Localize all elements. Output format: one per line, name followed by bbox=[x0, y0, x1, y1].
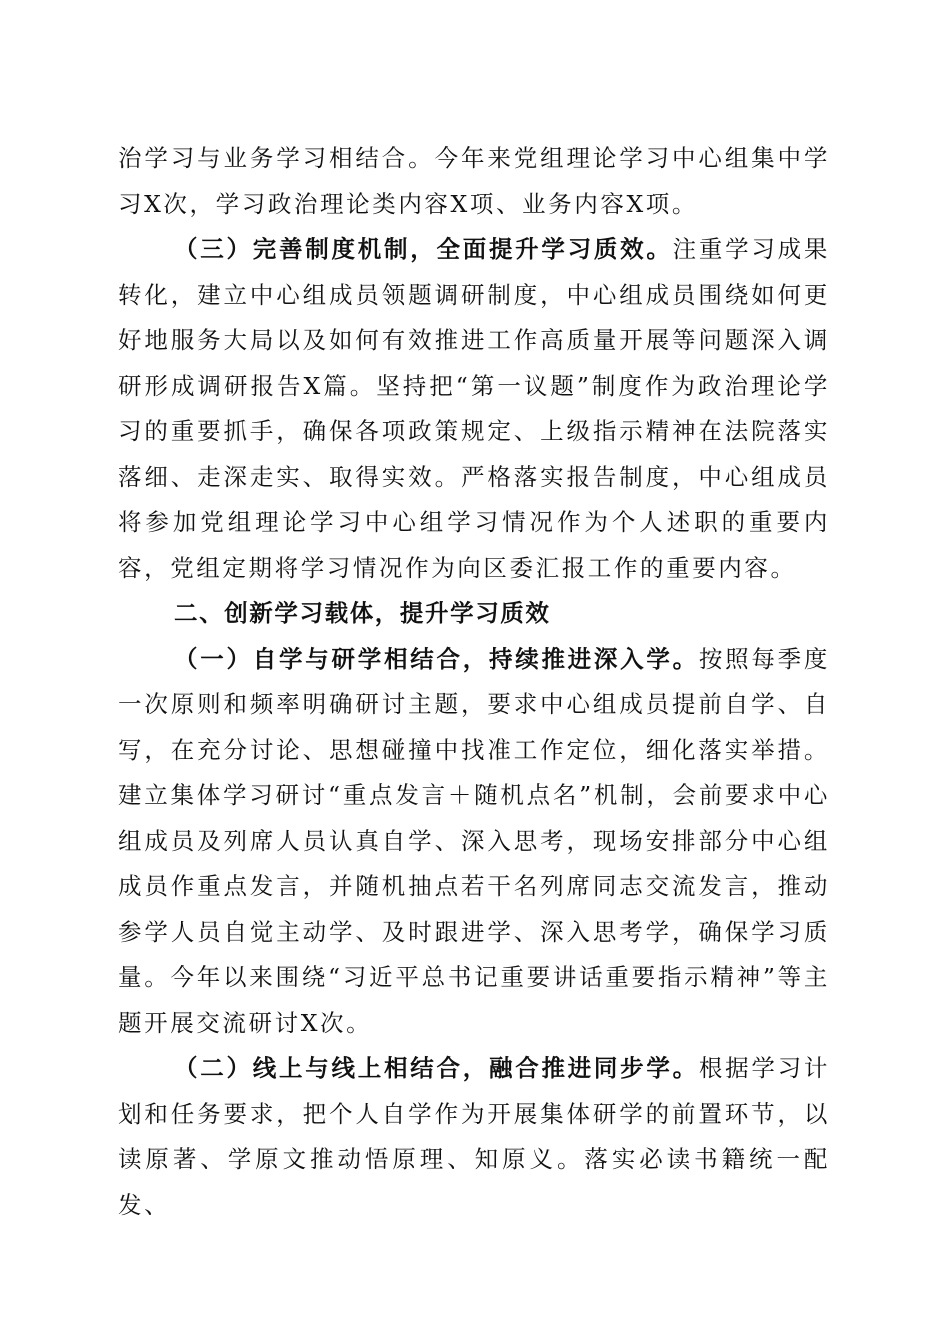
paragraph-lead-2-2: （二）线上与线上相结合，融合推进同步学。 bbox=[174, 1054, 699, 1082]
paragraph-body-2-1: 按照每季度一次原则和频率明确研讨主题，要求中心组成员提前自学、自写，在充分讨论、思想碰撞中找准工作定位，细化落实举措。建立集体学习研讨“重点发言＋随机点名”机制，会前要求中心组成员及列席人员认真自学、深入思考，现场安排部分中心组成员作重点发言，并随机抽点若干名列席同志交流发言，推动参学人员自觉主动学、及时跟进学、深入思考学，确保学习质量。今年以来围绕“习近平总书记重要讲话重要指示精神”等主题开展交流研讨X次。 bbox=[118, 644, 831, 1037]
paragraph-continued: 治学习与业务学习相结合。今年来党组理论学习中心组集中学习X次，学习政治理论类内容X项、业务内容X项。 bbox=[118, 144, 830, 218]
paragraph-body-3: 注重学习成果转化，建立中心组成员领题调研制度，中心组成员围绕如何更好地服务大局以及如何有效推进工作高质量开展等问题深入调研形成调研报告X篇。坚持把“第一议题”制度作为政治理论学习的重要抓手，确保各项政策规定、上级指示精神在法院落实落细、走深走实、取得实效。严格落实报告制度，中心组成员将参加党组理论学习中心组学习情况作为个人述职的重要内容，党组定期将学习情况作为向区委汇报工作的重要内容。 bbox=[118, 235, 830, 582]
document-body bbox=[118, 136, 830, 1228]
paragraph-lead-2-1: （一）自学与研学相结合，持续推进深入学。 bbox=[174, 644, 699, 673]
paragraph-section-2-2 bbox=[118, 1046, 830, 1228]
section-heading-2: 二、创新学习载体，提升学习质效 bbox=[174, 599, 551, 627]
paragraph-section-2-1 bbox=[118, 637, 830, 1047]
paragraph-lead-3: （三）完善制度机制，全面提升学习质效。 bbox=[174, 235, 673, 263]
paragraph-section-3 bbox=[118, 227, 830, 591]
paragraph-body-2-2: 根据学习计划和任务要求，把个人自学作为开展集体研学的前置环节，以读原著、学原文推动悟原理、知原义。落实必读书籍统一配发、 bbox=[118, 1054, 831, 1219]
